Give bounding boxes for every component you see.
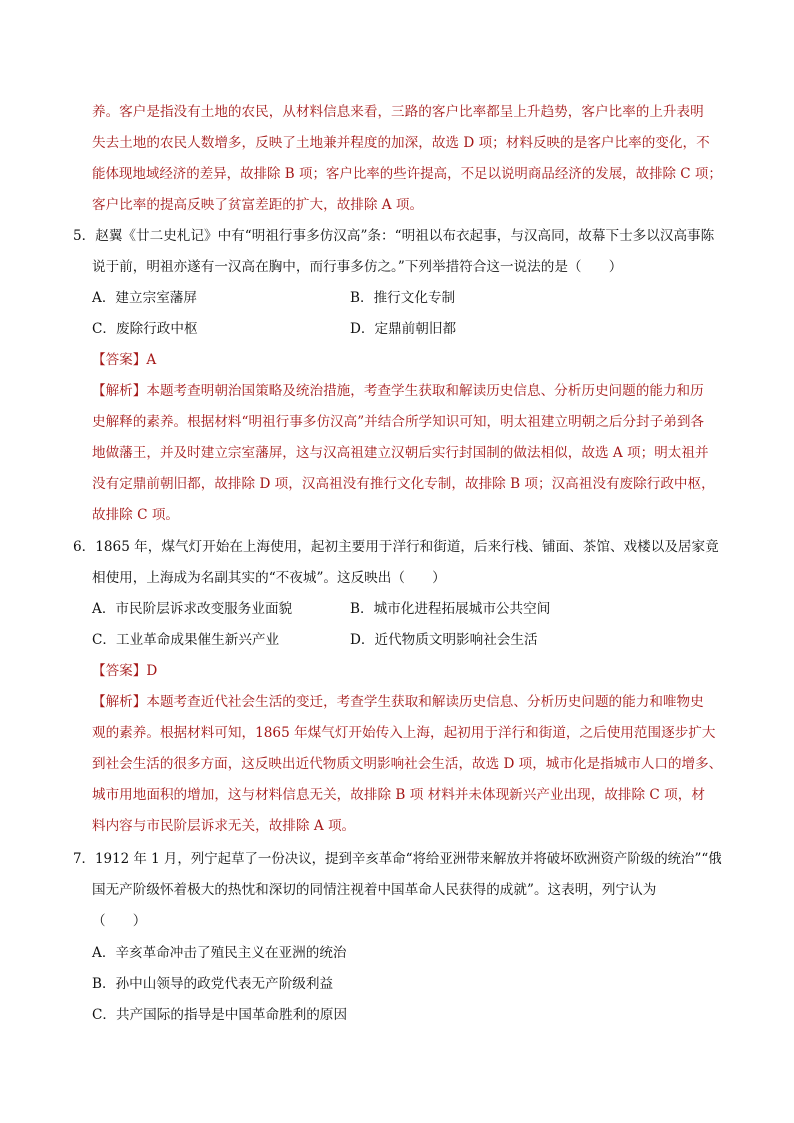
question-5-analysis-line: 故排除 C 项。 (92, 507, 180, 523)
question-6-analysis-line: 到社会生活的很多方面，这反映出近代物质文明影响社会生活，故选 D 项，城市化是指城市人口的增多、 (92, 756, 723, 772)
question-7-stem-line: 7．1912 年 1 月，列宁起草了一份决议，提到辛亥革命“将给亚洲带来解放并将破坏欧洲资产阶级的统治”“俄 (73, 851, 722, 867)
question-7-option-a: A．辛亥革命冲击了殖民主义在亚洲的统治 (92, 945, 347, 961)
analysis-line: 客户比率的提高反映了贫富差距的扩大，故排除 A 项。 (92, 197, 424, 213)
analysis-line: 能体现地域经济的差异，故排除 B 项；客户比率的些许提高，不足以说明商品经济的发展，故排除 C 项； (92, 166, 722, 182)
analysis-line: 失去土地的农民人数增多，反映了土地兼并程度的加深，故选 D 项；材料反映的是客户比率的变化，不 (92, 135, 710, 151)
question-7-option-b: B．孙中山领导的政党代表无产阶级利益 (92, 976, 334, 992)
question-7-stem-line: 国无产阶级怀着极大的热忱和深切的同情注视着中国革命人民获得的成就”。这表明，列宁认为 (92, 882, 657, 898)
question-number: 5． (73, 228, 96, 244)
analysis-line: 养。客户是指没有土地的农民，从材料信息来看，三路的客户比率都呈上升趋势，客户比率的上升表明 (92, 104, 704, 120)
question-7-stem-line: （ ） (92, 913, 147, 929)
question-6-option-d: D．近代物质文明影响社会生活 (350, 632, 538, 648)
question-5-option-d: D．定鼎前朝旧都 (350, 321, 457, 337)
question-5-option-a: A．建立宗室藩屏 (92, 290, 197, 306)
question-6-stem-line: 相使用，上海成为名副其实的“不夜城”。这反映出（ ） (92, 570, 446, 586)
question-7-option-c: C．共产国际的指导是中国革命胜利的原因 (92, 1007, 348, 1023)
question-number: 7． (73, 851, 95, 867)
question-6-stem-line: 6．1865 年，煤气灯开始在上海使用，起初主要用于洋行和街道，后来行栈、铺面、茶馆、戏楼以及居家竟 (73, 539, 719, 555)
question-6-option-c: C．工业革命成果催生新兴产业 (92, 632, 280, 648)
question-6-analysis-line: 料内容与市民阶层诉求无关，故排除 A 项。 (92, 818, 356, 834)
question-5-option-b: B．推行文化专制 (350, 290, 456, 306)
question-6-analysis-line: 【解析】本题考查近代社会生活的变迁，考查学生获取和解读历史信息、分析历史问题的能力和唯物史 (92, 694, 704, 710)
question-5-stem-line: 5．赵翼《廿二史札记》中有“明祖行事多仿汉高”条：“明祖以布衣起事，与汉高同，故幕下士多以汉高事陈 (73, 228, 715, 244)
question-6-analysis-line: 城市用地面积的增加，这与材料信息无关，故排除 B 项 材料并未体现新兴产业出现，故排除 C 项，材 (92, 787, 705, 803)
question-5-analysis-line: 没有定鼎前朝旧都，故排除 D 项，汉高祖没有推行文化专制，故排除 B 项；汉高祖没有废除行政中枢， (92, 476, 715, 492)
question-5-analysis-line: 史解释的素养。根据材料“明祖行事多仿汉高”并结合所学知识可知，明太祖建立明朝之后分封子弟到各 (92, 414, 705, 430)
question-5-option-c: C．废除行政中枢 (92, 321, 198, 337)
question-6-answer: 【答案】D (92, 663, 158, 679)
question-number: 6． (73, 539, 96, 555)
question-6-option-a: A．市民阶层诉求改变服务业面貌 (92, 601, 293, 617)
question-5-answer: 【答案】A (92, 352, 157, 368)
question-6-analysis-line: 观的素养。根据材料可知，1865 年煤气灯开始传入上海，起初用于洋行和街道，之后使用范围逐步扩大 (92, 725, 716, 741)
question-6-option-b: B．城市化进程拓展城市公共空间 (350, 601, 551, 617)
question-5-stem-line: 说于前，明祖亦遂有一汉高在胸中，而行事多仿之。”下列举措符合这一说法的是（ ） (92, 259, 623, 275)
question-5-analysis-line: 地做藩王，并及时建立宗室藩屏，这与汉高祖建立汉朝后实行封国制的做法相似，故选 A 项；明太祖并 (92, 445, 709, 461)
question-5-analysis-line: 【解析】本题考查明朝治国策略及统治措施，考查学生获取和解读历史信息、分析历史问题的能力和历 (92, 383, 704, 399)
